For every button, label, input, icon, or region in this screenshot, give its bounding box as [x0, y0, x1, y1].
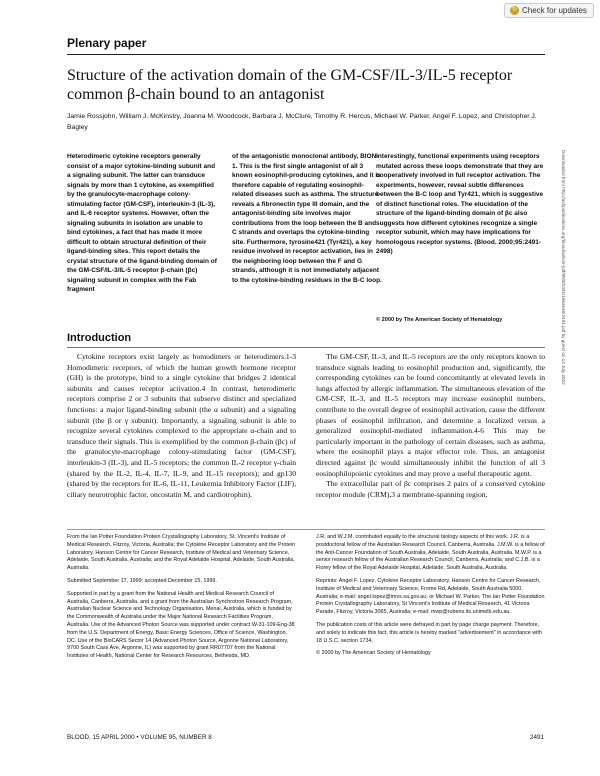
reprints-note: Reprints: Angel F. Lopez, Cytokine Receptor Laboratory, Hanson Centre for Cancer Research, Institute of Medical and Veterinary Science, Frome Rd, Adelaide, South Australia 5000, Australia; e-mail: angel.lopez@imvs.sa.gov.au; or Michael W. Parker, The Ian Potter Foundation Protein Crystallography Laboratory, St Vincent's Institute of Medical Research, 41 Victoria Parade, Fitzroy, Victoria 3065, Australia; e-mail: mwp@rubens.its.unimelb.edu.au. [316, 577, 545, 616]
affiliations-note: From the Ian Potter Foundation Protein Crystallography Laboratory, St. Vincent's Institute of Medical Research, Fitzroy, Victoria, Australia; the Cytokine Receptor Laboratory and the Protein Laboratory, Hanson Centre for Cancer Research, Institute of Medical and Veterinary Science, Adelaide, South Australia, Australia; and the Royal Adelaide Hospital, Adelaide, South Australia, Australia. [67, 534, 296, 572]
body-paragraph: The extracellular part of βc comprises 2 pairs of a conserved cytokine receptor module (CRM),3 a membrane-spanning region, [316, 479, 545, 499]
download-watermark [556, 150, 566, 630]
abstract-column-3: Interestingly, functional experiments using receptors mutated across these loops demonstrate that they are cooperatively involved in full receptor activation. The experiments, however, reveal subtle differences between the B-C loop and Tyr421, which is suggestive of distinct functional roles. The elucidation of the structure of the ligand-binding domain of βc also suggests how different cytokines recognize a single receptor subunit, which may have implications for homologous receptor systems. (Blood. 2000;95:2491-2498) [376, 153, 544, 255]
publication-costs-note: The publication costs of this article were defrayed in part by page charge payment. Therefore, and solely to indicate this fact, this article is hereby marked "advertisement" in accordance with 18 U.S.C. section 1734. [316, 621, 542, 644]
funding-note: Supported in part by a grant from the National Health and Medical Research Council of Australia, Canberra, Australia, and a grant from the Australian Synchrotron Research Program, Australian Nuclear Science and Technology Organisation, Menai, Australia, which is funded by the Commonwealth of Australia under the Major National Research Facilities Program, Australia. Use of the Advanced Photon Source was supported under contract W-31-109-Eng-38 from the U.S. Department of Energy, Basic Energy Sciences, Office of Science, Washington, DC. Use of the BioCARS Sector 14 (Advanced Photon Source, Argonne National Laboratory, 9700 South Cass Ave, Argonne, IL) was supported by grant RR07707 from the National Institutes of Health, National Center for Research Resources, Bethesda, MD. [67, 590, 295, 660]
copyright-note: © 2000 by The American Society of Hematology [316, 650, 431, 657]
article-title: Structure of the activation domain of the GM-CSF/IL-3/IL-5 receptor common β-chain bound to an antagonist [67, 67, 513, 103]
check-for-updates-button[interactable] [504, 3, 594, 18]
abstract-column-2: of the antagonistic monoclonal antibody, BION-1. This is the first single antagonist of all 3 known eosinophil-producing cytokines, and it is therefore capable of regulating eosinophil-related diseases such as asthma. The structure reveals a fibronectin type III domain, and the antagonist-binding site involves major contributions from the loop between the B and C strands and overlaps the cytokine-binding site. Furthermore, tyrosine421 (Tyr421), a key residue involved in receptor activation, lies in the neighboring loop between the F and G strands, although it is not immediately adjacent to the cytokine-binding residues in the B-C loop. [232, 153, 382, 284]
author-list: Jamie Rossjohn, William J. McKinstry, Joanna M. Woodcock, Barbara J. McClure, Timothy R. Hercus, Michael W. Parker, Angel F. Lopez, and Christopher J. Bagley [67, 113, 537, 131]
introduction-column-2 [316, 352, 545, 500]
page-number: 2491 [530, 734, 545, 741]
abstract-copyright: © 2000 by The American Society of Hematology [376, 317, 503, 323]
header-divider [67, 54, 545, 55]
body-paragraph: Cytokine receptors exist largely as homodimers or heterodimers.1-3 Homodimeric receptors, of which the human growth hormone receptor (GH) is the prototype, bind to a single cytokine that bridges 2 identical subunits and causes receptor activation.4 In contrast, heterodimeric receptors comprise 2 or 3 subunits that subserve distinct and specialized functions: a major ligand-binding subunit (the α subunit) and a signaling subunit (the β or γ subunit). Importantly, a signaling subunit is able to recognize several cytokines complexed to the appropriate α-chain and to transduce their signals. This is exemplified by the common β-chain (βc) of the granulocyte-macrophage colony-stimulating factor (GM-CSF), interleukin-3 (IL-3), and IL-5 receptors; the common IL-2 receptor γ-chain (shared by the IL-2, IL-4, IL-7, IL-9, and IL-15 receptors); and gp130 (shared by the receptors for IL-6, IL-11, Leukemia Inhibitory Factor (LIF), ciliary neurotrophic factor, oncostatin M, and cardiotrophin). [67, 352, 296, 499]
abstract-column-1: Heterodimeric cytokine receptors generally consist of a major cytokine-binding subunit and a signaling subunit. The latter can transduce signals by more than 1 cytokine, as exemplified by the granulocyte-macrophage colony-stimulating factor (GM-CSF), interleukin-3 (IL-3), and IL-6 receptor systems. However, often the signaling subunits in isolation are unable to bind cytokines, a fact that has made it more difficult to obtain structural definition of their ligand-binding sites. This report details the crystal structure of the ligand-binding domain of the GM-CSF/IL-3/IL-5 receptor β-chain (βc) signaling subunit in complex with the Fab fragment [67, 153, 217, 293]
submission-dates: Submitted September 17, 1999; accepted December 15, 1999. [67, 577, 217, 584]
body-paragraph: The GM-CSF, IL-3, and IL-5 receptors are the only receptors known to transduce signals leading to eosinophil production and, significantly, the corresponding cytokines can be found concomitantly at elevated levels in lungs affected by allergic inflammation. The simultaneous elevation of the GM-CSF, IL-3, and IL-5 receptors may increase eosinophil numbers, contribute to the overall degree of eosinophil activation, cause the different phases of eosinophil infiltration, and determine a localized versus a generalized eosinophil-mediated inflammation.4-6 This may be particularly important in the pathology of certain diseases, such as asthma, where the eosinophil plays a major effector role. Thus, an antagonist directed against βc would simultaneously inhibit the function of all 3 eosinophilopoietic cytokines and may prove a useful therapeutic agent. [316, 352, 545, 478]
footnote-divider [67, 529, 545, 530]
introduction-divider [67, 347, 545, 348]
check-for-updates-label: Check for updates [522, 6, 587, 15]
download-watermark-text: Downloaded from http://ashpublications.org/blood/article-pdf/95/8/2491/1663169/2491.pdf by guest on 14 July 2022 [561, 150, 566, 385]
section-label: Plenary paper [67, 36, 147, 50]
introduction-column-1 [67, 352, 296, 500]
footnotes-column-1 [67, 534, 296, 666]
refresh-icon: ↻ [511, 7, 518, 13]
introduction-heading: Introduction [67, 332, 132, 344]
footnotes-column-2 [316, 534, 545, 663]
contribution-note: J.R. and W.J.M. contributed equally to the structural biology aspects of this work. J.R. is a postdoctoral fellow of the Australian Research Council, Canberra, Australia. J.M.W. is a fellow of the Anti-Cancer Foundation of South Australia, Adelaide, South Australia, Australia. M.W.P. is a senior research fellow of the Australian Research Council, Canberra, Australia; and C.J.B. is a Florey fellow of the Royal Adelaide Hospital, Adelaide, South Australia, Australia. [316, 534, 545, 572]
journal-citation: BLOOD, 15 APRIL 2000 • VOLUME 95, NUMBER 8 [67, 734, 212, 741]
